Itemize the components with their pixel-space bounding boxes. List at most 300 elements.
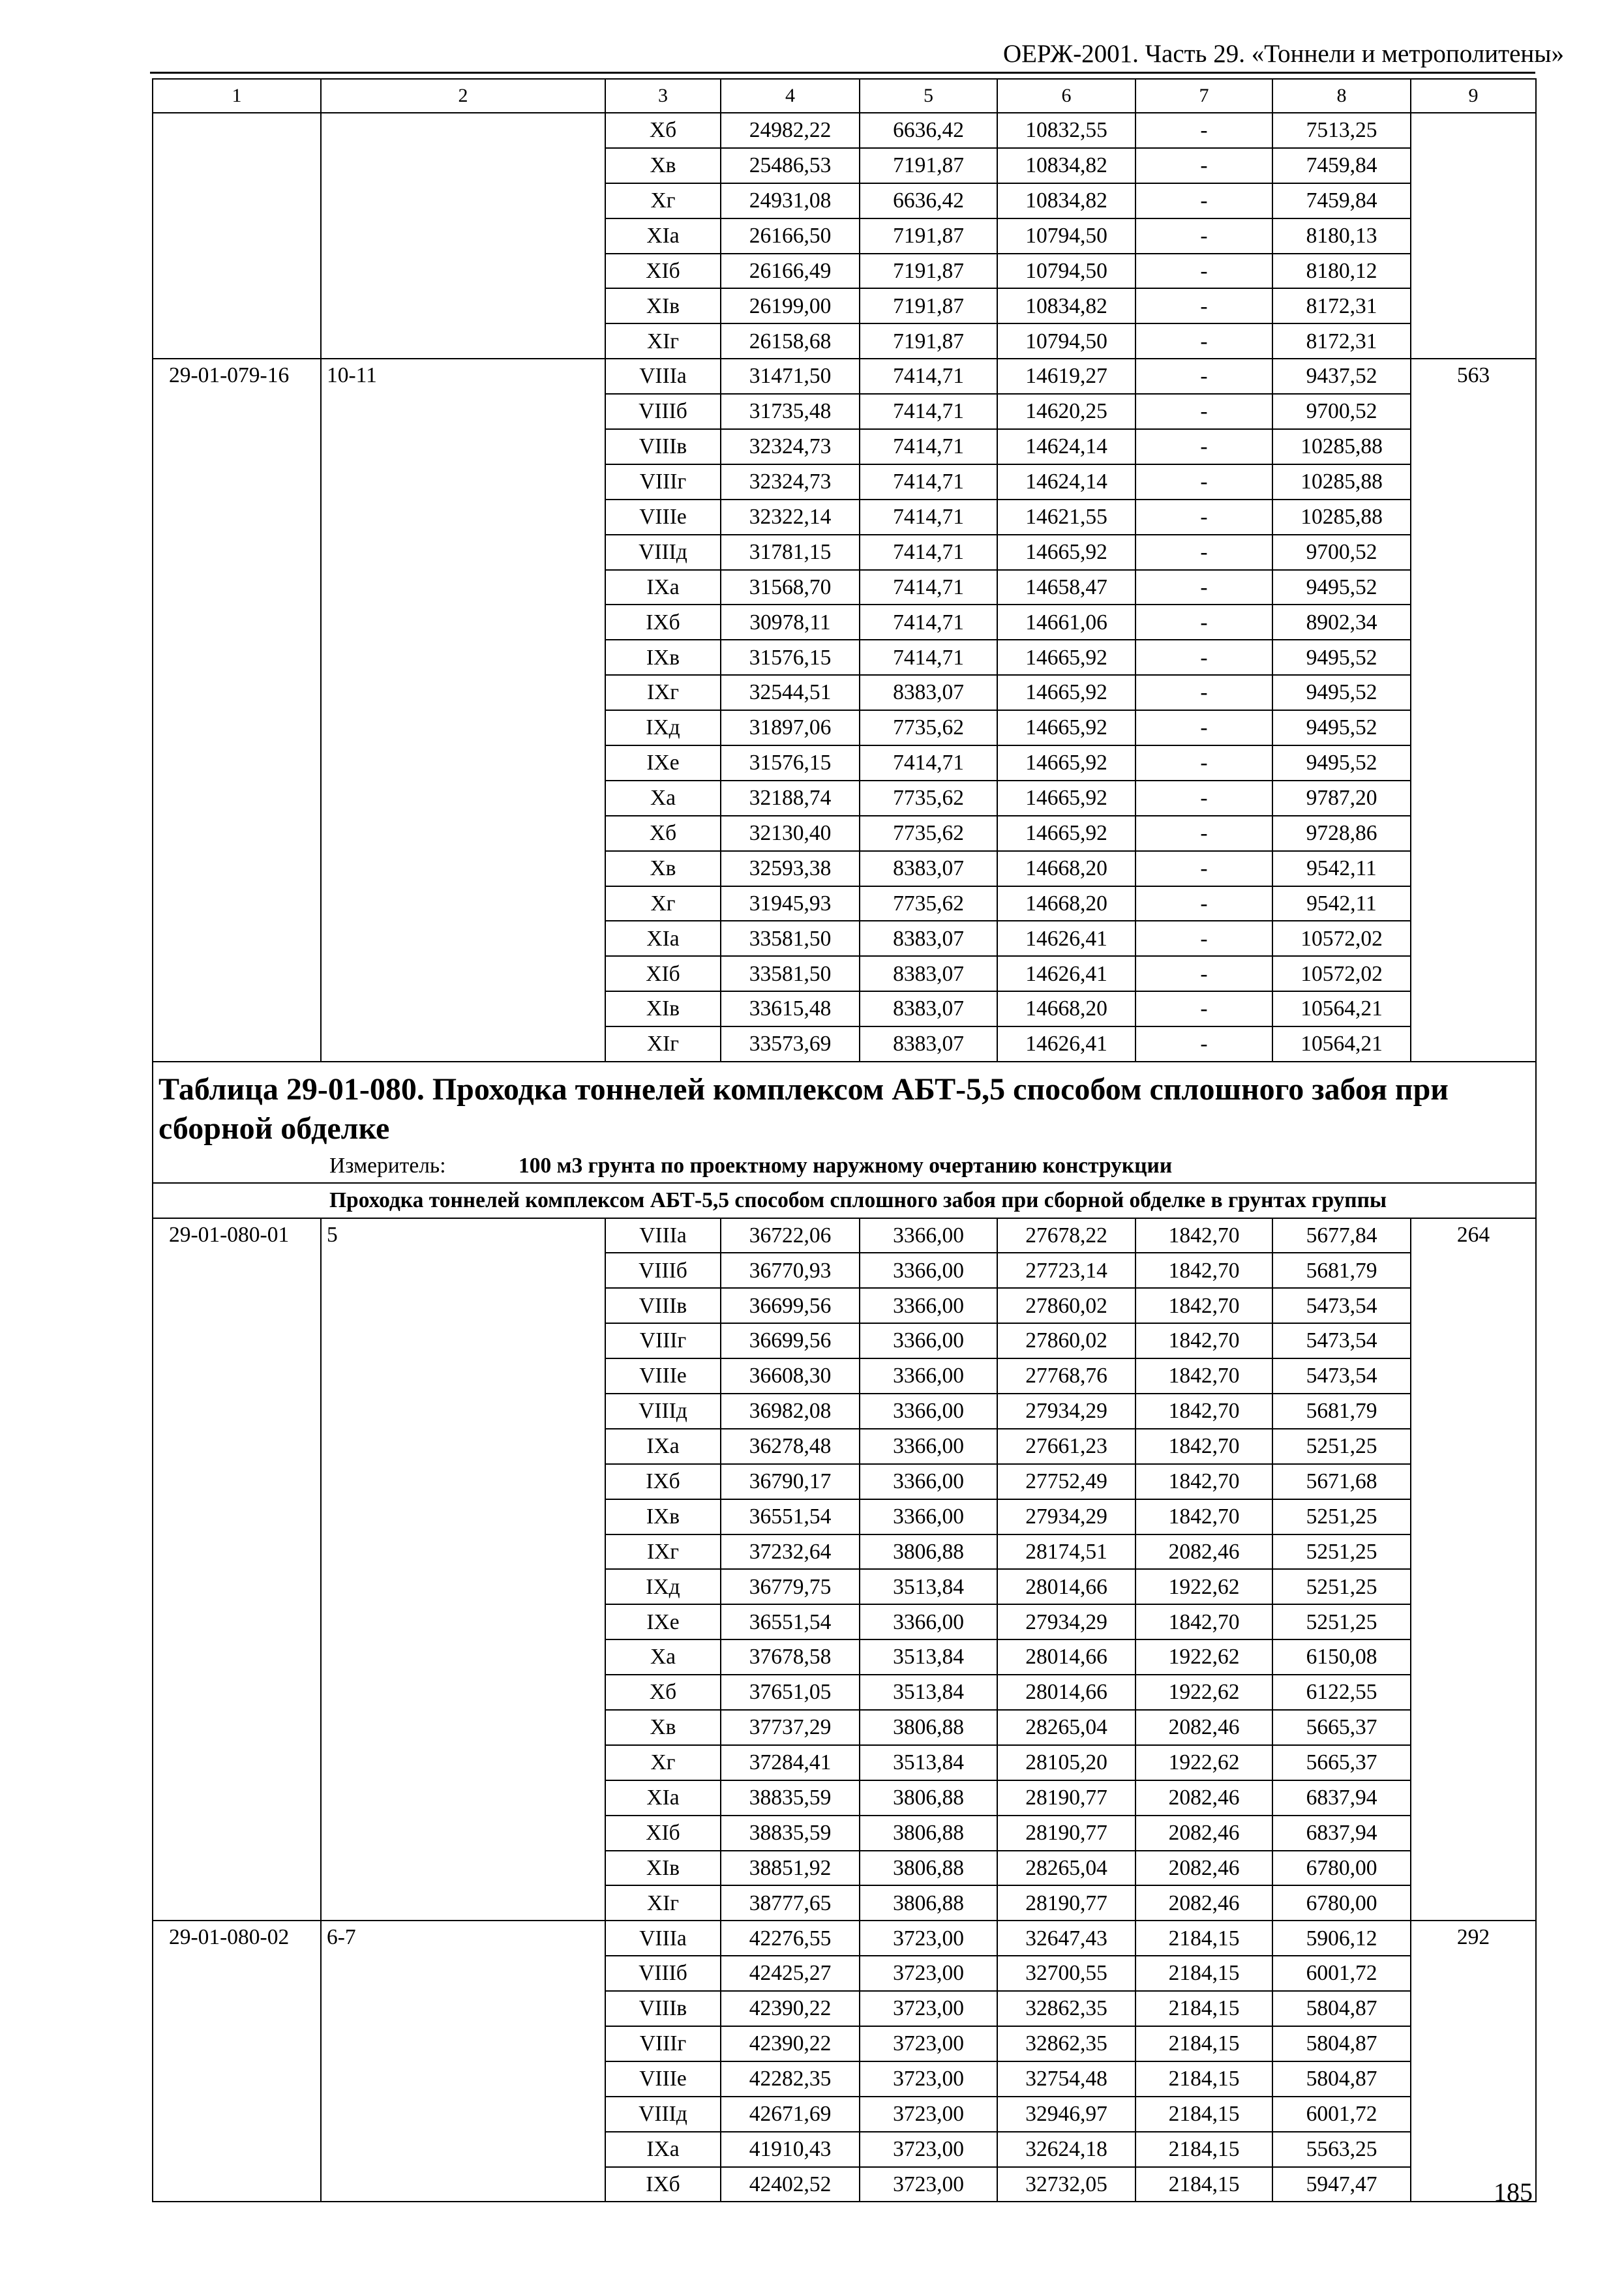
machinist-wages-cell: 2082,46 xyxy=(1135,1851,1272,1886)
total-cost-cell: 32324,73 xyxy=(721,464,860,500)
materials-cell: 7513,25 xyxy=(1272,113,1411,148)
table-body xyxy=(153,79,1536,2202)
column-number: 3 xyxy=(605,79,721,113)
soil-group-cell: XIв xyxy=(605,288,721,323)
wages-cell: 3366,00 xyxy=(860,1464,997,1499)
wages-cell: 7414,71 xyxy=(860,570,997,605)
machines-cell: 28105,20 xyxy=(997,1745,1135,1780)
machinist-wages-cell: 2082,46 xyxy=(1135,1885,1272,1921)
materials-cell: 6837,94 xyxy=(1272,1816,1411,1851)
soil-group-cell: IXa xyxy=(605,570,721,605)
total-cost-cell: 42282,35 xyxy=(721,2061,860,2097)
soil-group-cell: VIIIд xyxy=(605,2097,721,2132)
soil-group-cell: XIa xyxy=(605,1780,721,1816)
soil-group-cell: Xб xyxy=(605,1675,721,1710)
machines-cell: 14626,41 xyxy=(997,956,1135,991)
machines-cell: 32647,43 xyxy=(997,1921,1135,1956)
wages-cell: 3366,00 xyxy=(860,1218,997,1253)
materials-cell: 5906,12 xyxy=(1272,1921,1411,1956)
materials-cell: 5473,54 xyxy=(1272,1358,1411,1394)
machines-cell: 14665,92 xyxy=(997,745,1135,781)
measurement-unit xyxy=(158,1155,1531,1177)
machines-cell: 32754,48 xyxy=(997,2061,1135,2097)
total-cost-cell: 36722,06 xyxy=(721,1218,860,1253)
total-cost-cell: 36551,54 xyxy=(721,1499,860,1534)
soil-group-cell: IXб xyxy=(605,1464,721,1499)
column-number: 5 xyxy=(860,79,997,113)
total-cost-cell: 36699,56 xyxy=(721,1323,860,1358)
total-cost-cell: 31781,15 xyxy=(721,535,860,570)
machinist-wages-cell: - xyxy=(1135,816,1272,851)
materials-cell: 5804,87 xyxy=(1272,2026,1411,2061)
wages-cell: 3723,00 xyxy=(860,2097,997,2132)
column-number: 9 xyxy=(1411,79,1536,113)
table-title-row xyxy=(153,1062,1536,1183)
machines-cell: 32862,35 xyxy=(997,1991,1135,2026)
soil-group-cell: VIIIв xyxy=(605,1288,721,1323)
wages-cell: 7414,71 xyxy=(860,359,997,394)
table-row xyxy=(153,113,1536,148)
soil-group-cell: VIIIг xyxy=(605,1323,721,1358)
machinist-wages-cell: 1842,70 xyxy=(1135,1288,1272,1323)
total-cost-cell: 32188,74 xyxy=(721,781,860,816)
machinist-wages-cell: - xyxy=(1135,640,1272,675)
machinist-wages-cell: - xyxy=(1135,570,1272,605)
materials-cell: 5251,25 xyxy=(1272,1499,1411,1534)
wages-cell: 3806,88 xyxy=(860,1885,997,1921)
wages-cell: 3806,88 xyxy=(860,1534,997,1570)
wages-cell: 3723,00 xyxy=(860,1991,997,2026)
machines-cell: 14621,55 xyxy=(997,500,1135,535)
machinist-wages-cell: 2184,15 xyxy=(1135,1991,1272,2026)
materials-cell: 10572,02 xyxy=(1272,921,1411,956)
machines-cell: 27934,29 xyxy=(997,1499,1135,1534)
soil-group-cell: VIIIe xyxy=(605,2061,721,2097)
soil-group-cell: Xa xyxy=(605,781,721,816)
total-cost-cell: 31945,93 xyxy=(721,886,860,921)
wages-cell: 8383,07 xyxy=(860,991,997,1026)
total-cost-cell: 42390,22 xyxy=(721,2026,860,2061)
materials-cell: 5671,68 xyxy=(1272,1464,1411,1499)
wages-cell: 7191,87 xyxy=(860,218,997,254)
rate-code-cell: 29-01-080-01 xyxy=(153,1218,321,1921)
machinist-wages-cell: - xyxy=(1135,605,1272,640)
machines-cell: 28265,04 xyxy=(997,1710,1135,1745)
materials-cell: 6837,94 xyxy=(1272,1780,1411,1816)
soil-group-cell: IXв xyxy=(605,1499,721,1534)
machines-cell: 14665,92 xyxy=(997,781,1135,816)
wages-cell: 7414,71 xyxy=(860,429,997,464)
machinist-wages-cell: - xyxy=(1135,745,1272,781)
wages-cell: 8383,07 xyxy=(860,921,997,956)
soil-group-cell: VIIIб xyxy=(605,1956,721,1991)
soil-group-cell: IXб xyxy=(605,2167,721,2202)
machinist-wages-cell: - xyxy=(1135,991,1272,1026)
materials-cell: 6780,00 xyxy=(1272,1885,1411,1921)
soil-group-cell: Xг xyxy=(605,1745,721,1780)
wages-cell: 3806,88 xyxy=(860,1710,997,1745)
soil-category-cell: 10-11 xyxy=(321,359,605,1062)
soil-group-cell: VIIIa xyxy=(605,359,721,394)
machines-cell: 28174,51 xyxy=(997,1534,1135,1570)
materials-cell: 5251,25 xyxy=(1272,1534,1411,1570)
machines-cell: 14665,92 xyxy=(997,816,1135,851)
total-cost-cell: 31568,70 xyxy=(721,570,860,605)
machines-cell: 10834,82 xyxy=(997,183,1135,218)
soil-group-cell: IXe xyxy=(605,1604,721,1639)
machines-cell: 27860,02 xyxy=(997,1288,1135,1323)
materials-cell: 5681,79 xyxy=(1272,1253,1411,1288)
total-cost-cell: 41910,43 xyxy=(721,2132,860,2167)
wages-cell: 3513,84 xyxy=(860,1569,997,1604)
materials-cell: 5251,25 xyxy=(1272,1604,1411,1639)
machinist-wages-cell: 1842,70 xyxy=(1135,1604,1272,1639)
materials-cell: 9787,20 xyxy=(1272,781,1411,816)
materials-cell: 9700,52 xyxy=(1272,394,1411,429)
machinist-wages-cell: 1842,70 xyxy=(1135,1358,1272,1394)
wages-cell: 6636,42 xyxy=(860,183,997,218)
wages-cell: 8383,07 xyxy=(860,851,997,886)
column-number: 2 xyxy=(321,79,605,113)
machines-cell: 27723,14 xyxy=(997,1253,1135,1288)
soil-group-cell: XIб xyxy=(605,956,721,991)
machinist-wages-cell: 2082,46 xyxy=(1135,1780,1272,1816)
wages-cell: 3513,84 xyxy=(860,1675,997,1710)
labor-cell: 264 xyxy=(1411,1218,1536,1921)
total-cost-cell: 36699,56 xyxy=(721,1288,860,1323)
machinist-wages-cell: - xyxy=(1135,394,1272,429)
machinist-wages-cell: 1922,62 xyxy=(1135,1639,1272,1675)
wages-cell: 3723,00 xyxy=(860,1921,997,1956)
machines-cell: 28014,66 xyxy=(997,1569,1135,1604)
wages-cell: 3513,84 xyxy=(860,1639,997,1675)
machinist-wages-cell: 2184,15 xyxy=(1135,1921,1272,1956)
machinist-wages-cell: - xyxy=(1135,500,1272,535)
materials-cell: 8902,34 xyxy=(1272,605,1411,640)
soil-group-cell: IXг xyxy=(605,1534,721,1570)
soil-group-cell: Xв xyxy=(605,148,721,183)
total-cost-cell: 42425,27 xyxy=(721,1956,860,1991)
total-cost-cell: 42276,55 xyxy=(721,1921,860,1956)
materials-cell: 5251,25 xyxy=(1272,1429,1411,1464)
wages-cell: 3366,00 xyxy=(860,1394,997,1429)
soil-group-cell: VIIIд xyxy=(605,535,721,570)
column-number-row xyxy=(153,79,1536,113)
machines-cell: 14665,92 xyxy=(997,675,1135,710)
machinist-wages-cell: - xyxy=(1135,1026,1272,1062)
machinist-wages-cell: - xyxy=(1135,288,1272,323)
wages-cell: 3723,00 xyxy=(860,2061,997,2097)
total-cost-cell: 33581,50 xyxy=(721,921,860,956)
soil-group-cell: XIб xyxy=(605,254,721,289)
machinist-wages-cell: 2082,46 xyxy=(1135,1710,1272,1745)
wages-cell: 7735,62 xyxy=(860,781,997,816)
wages-cell: 3366,00 xyxy=(860,1429,997,1464)
total-cost-cell: 38851,92 xyxy=(721,1851,860,1886)
soil-group-cell: XIг xyxy=(605,323,721,359)
machinist-wages-cell: - xyxy=(1135,675,1272,710)
materials-cell: 5251,25 xyxy=(1272,1569,1411,1604)
total-cost-cell: 36278,48 xyxy=(721,1429,860,1464)
total-cost-cell: 32130,40 xyxy=(721,816,860,851)
materials-cell: 9495,52 xyxy=(1272,570,1411,605)
table-row xyxy=(153,1218,1536,1253)
total-cost-cell: 30978,11 xyxy=(721,605,860,640)
soil-group-cell: VIIIa xyxy=(605,1921,721,1956)
machines-cell: 27768,76 xyxy=(997,1358,1135,1394)
machines-cell: 10794,50 xyxy=(997,218,1135,254)
total-cost-cell: 37737,29 xyxy=(721,1710,860,1745)
materials-cell: 5804,87 xyxy=(1272,2061,1411,2097)
total-cost-cell: 31735,48 xyxy=(721,394,860,429)
materials-cell: 5473,54 xyxy=(1272,1288,1411,1323)
soil-group-cell: XIг xyxy=(605,1026,721,1062)
machines-cell: 14624,14 xyxy=(997,464,1135,500)
machines-cell: 14626,41 xyxy=(997,921,1135,956)
total-cost-cell: 37284,41 xyxy=(721,1745,860,1780)
soil-group-cell: Xб xyxy=(605,113,721,148)
soil-group-cell: IXд xyxy=(605,710,721,745)
machines-cell: 14626,41 xyxy=(997,1026,1135,1062)
wages-cell: 8383,07 xyxy=(860,1026,997,1062)
column-number: 8 xyxy=(1272,79,1411,113)
column-number: 6 xyxy=(997,79,1135,113)
machinist-wages-cell: - xyxy=(1135,710,1272,745)
wages-cell: 8383,07 xyxy=(860,956,997,991)
machinist-wages-cell: 2184,15 xyxy=(1135,1956,1272,1991)
wages-cell: 3806,88 xyxy=(860,1816,997,1851)
wages-cell: 3366,00 xyxy=(860,1288,997,1323)
wages-cell: 3366,00 xyxy=(860,1604,997,1639)
soil-category-cell: 6-7 xyxy=(321,1921,605,2202)
machinist-wages-cell: 1922,62 xyxy=(1135,1569,1272,1604)
materials-cell: 7459,84 xyxy=(1272,183,1411,218)
materials-cell: 5677,84 xyxy=(1272,1218,1411,1253)
soil-group-cell: Xa xyxy=(605,1639,721,1675)
soil-group-cell: VIIIг xyxy=(605,464,721,500)
soil-group-cell: VIIIг xyxy=(605,2026,721,2061)
machinist-wages-cell: - xyxy=(1135,781,1272,816)
machines-cell: 32700,55 xyxy=(997,1956,1135,1991)
soil-category-cell xyxy=(321,113,605,359)
total-cost-cell: 32324,73 xyxy=(721,429,860,464)
total-cost-cell: 36779,75 xyxy=(721,1569,860,1604)
soil-group-cell: XIб xyxy=(605,1816,721,1851)
wages-cell: 7414,71 xyxy=(860,464,997,500)
machines-cell: 27678,22 xyxy=(997,1218,1135,1253)
machinist-wages-cell: - xyxy=(1135,921,1272,956)
soil-group-cell: VIIIe xyxy=(605,1358,721,1394)
labor-cell: 563 xyxy=(1411,359,1536,1062)
total-cost-cell: 33573,69 xyxy=(721,1026,860,1062)
machines-cell: 14624,14 xyxy=(997,429,1135,464)
materials-cell: 9495,52 xyxy=(1272,745,1411,781)
machinist-wages-cell: 2082,46 xyxy=(1135,1816,1272,1851)
total-cost-cell: 25486,53 xyxy=(721,148,860,183)
machinist-wages-cell: - xyxy=(1135,851,1272,886)
machines-cell: 28190,77 xyxy=(997,1885,1135,1921)
machinist-wages-cell: - xyxy=(1135,113,1272,148)
column-number: 4 xyxy=(721,79,860,113)
total-cost-cell: 32593,38 xyxy=(721,851,860,886)
soil-group-cell: XIв xyxy=(605,1851,721,1886)
machines-cell: 10834,82 xyxy=(997,288,1135,323)
column-number: 7 xyxy=(1135,79,1272,113)
total-cost-cell: 36608,30 xyxy=(721,1358,860,1394)
machinist-wages-cell: 2184,15 xyxy=(1135,2167,1272,2202)
total-cost-cell: 36982,08 xyxy=(721,1394,860,1429)
materials-cell: 9542,11 xyxy=(1272,886,1411,921)
wages-cell: 3723,00 xyxy=(860,2132,997,2167)
materials-cell: 10564,21 xyxy=(1272,991,1411,1026)
machinist-wages-cell: - xyxy=(1135,464,1272,500)
wages-cell: 3366,00 xyxy=(860,1323,997,1358)
materials-cell: 10572,02 xyxy=(1272,956,1411,991)
machinist-wages-cell: - xyxy=(1135,359,1272,394)
measurement-value: 100 м3 грунта по проектному наружному очертанию конструкции xyxy=(519,1154,1173,1178)
machines-cell: 14668,20 xyxy=(997,851,1135,886)
machines-cell: 27661,23 xyxy=(997,1429,1135,1464)
total-cost-cell: 32322,14 xyxy=(721,500,860,535)
materials-cell: 9542,11 xyxy=(1272,851,1411,886)
machinist-wages-cell: 1842,70 xyxy=(1135,1218,1272,1253)
total-cost-cell: 36770,93 xyxy=(721,1253,860,1288)
total-cost-cell: 37651,05 xyxy=(721,1675,860,1710)
soil-group-cell: VIIIe xyxy=(605,500,721,535)
machines-cell: 28014,66 xyxy=(997,1639,1135,1675)
table-row xyxy=(153,359,1536,394)
wages-cell: 3366,00 xyxy=(860,1253,997,1288)
wages-cell: 3806,88 xyxy=(860,1780,997,1816)
total-cost-cell: 42390,22 xyxy=(721,1991,860,2026)
soil-group-cell: Xб xyxy=(605,816,721,851)
machines-cell: 14668,20 xyxy=(997,991,1135,1026)
machines-cell: 32624,18 xyxy=(997,2132,1135,2167)
machines-cell: 14658,47 xyxy=(997,570,1135,605)
wages-cell: 7191,87 xyxy=(860,288,997,323)
measurement-label: Измеритель: xyxy=(329,1154,446,1178)
soil-group-cell: VIIIб xyxy=(605,1253,721,1288)
machinist-wages-cell: - xyxy=(1135,429,1272,464)
machinist-wages-cell: - xyxy=(1135,956,1272,991)
machinist-wages-cell: 2184,15 xyxy=(1135,2026,1272,2061)
total-cost-cell: 37678,58 xyxy=(721,1639,860,1675)
machinist-wages-cell: 2184,15 xyxy=(1135,2061,1272,2097)
soil-group-cell: IXa xyxy=(605,1429,721,1464)
soil-group-cell: VIIIв xyxy=(605,429,721,464)
subheading-row xyxy=(153,1183,1536,1218)
soil-group-cell: XIв xyxy=(605,991,721,1026)
machines-cell: 14665,92 xyxy=(997,640,1135,675)
wages-cell: 7414,71 xyxy=(860,500,997,535)
materials-cell: 6001,72 xyxy=(1272,1956,1411,1991)
machines-cell: 27752,49 xyxy=(997,1464,1135,1499)
materials-cell: 6780,00 xyxy=(1272,1851,1411,1886)
total-cost-cell: 31471,50 xyxy=(721,359,860,394)
wages-cell: 7191,87 xyxy=(860,148,997,183)
table-subheading: Проходка тоннелей комплексом АБТ-5,5 способом сплошного забоя при сборной обделке в грунтах группы xyxy=(153,1183,1536,1218)
machinist-wages-cell: 1842,70 xyxy=(1135,1464,1272,1499)
materials-cell: 7459,84 xyxy=(1272,148,1411,183)
machines-cell: 14665,92 xyxy=(997,535,1135,570)
total-cost-cell: 42402,52 xyxy=(721,2167,860,2202)
wages-cell: 7735,62 xyxy=(860,816,997,851)
wages-cell: 7414,71 xyxy=(860,535,997,570)
machines-cell: 28190,77 xyxy=(997,1780,1135,1816)
soil-category-cell: 5 xyxy=(321,1218,605,1921)
wages-cell: 7735,62 xyxy=(860,710,997,745)
table-title: Таблица 29-01-080. Проходка тоннелей комплексом АБТ-5,5 способом сплошного забоя при сборной обделке xyxy=(158,1072,1449,1146)
materials-cell: 9495,52 xyxy=(1272,710,1411,745)
soil-group-cell: Xг xyxy=(605,183,721,218)
total-cost-cell: 37232,64 xyxy=(721,1534,860,1570)
total-cost-cell: 26199,00 xyxy=(721,288,860,323)
total-cost-cell: 38835,59 xyxy=(721,1780,860,1816)
machines-cell: 27934,29 xyxy=(997,1604,1135,1639)
materials-cell: 9495,52 xyxy=(1272,675,1411,710)
materials-cell: 9437,52 xyxy=(1272,359,1411,394)
wages-cell: 7735,62 xyxy=(860,886,997,921)
machinist-wages-cell: 1922,62 xyxy=(1135,1745,1272,1780)
materials-cell: 10564,21 xyxy=(1272,1026,1411,1062)
machinist-wages-cell: - xyxy=(1135,183,1272,218)
wages-cell: 7414,71 xyxy=(860,605,997,640)
rate-code-cell: 29-01-080-02 xyxy=(153,1921,321,2202)
machinist-wages-cell: - xyxy=(1135,218,1272,254)
machinist-wages-cell: 1842,70 xyxy=(1135,1253,1272,1288)
machines-cell: 32732,05 xyxy=(997,2167,1135,2202)
table-title-cell xyxy=(153,1062,1536,1183)
wages-cell: 3723,00 xyxy=(860,2026,997,2061)
materials-cell: 5665,37 xyxy=(1272,1710,1411,1745)
materials-cell: 10285,88 xyxy=(1272,429,1411,464)
machinist-wages-cell: - xyxy=(1135,148,1272,183)
machines-cell: 14665,92 xyxy=(997,710,1135,745)
materials-cell: 8180,12 xyxy=(1272,254,1411,289)
materials-cell: 5804,87 xyxy=(1272,1991,1411,2026)
total-cost-cell: 42671,69 xyxy=(721,2097,860,2132)
machines-cell: 32946,97 xyxy=(997,2097,1135,2132)
rate-code-cell: 29-01-079-16 xyxy=(153,359,321,1062)
materials-cell: 10285,88 xyxy=(1272,464,1411,500)
soil-group-cell: VIIIв xyxy=(605,1991,721,2026)
machines-cell: 14620,25 xyxy=(997,394,1135,429)
soil-group-cell: VIIIд xyxy=(605,1394,721,1429)
wages-cell: 7414,71 xyxy=(860,394,997,429)
total-cost-cell: 26166,50 xyxy=(721,218,860,254)
machines-cell: 14661,06 xyxy=(997,605,1135,640)
soil-group-cell: XIг xyxy=(605,1885,721,1921)
soil-group-cell: XIa xyxy=(605,921,721,956)
soil-group-cell: Xв xyxy=(605,851,721,886)
machinist-wages-cell: 1842,70 xyxy=(1135,1499,1272,1534)
soil-group-cell: IXa xyxy=(605,2132,721,2167)
labor-cell: 292 xyxy=(1411,1921,1536,2202)
materials-cell: 6150,08 xyxy=(1272,1639,1411,1675)
machines-cell: 10832,55 xyxy=(997,113,1135,148)
materials-cell: 5947,47 xyxy=(1272,2167,1411,2202)
running-header: ОЕРЖ-2001. Часть 29. «Тоннели и метрополитены» xyxy=(1002,40,1564,68)
materials-cell: 5473,54 xyxy=(1272,1323,1411,1358)
machinist-wages-cell: - xyxy=(1135,535,1272,570)
wages-cell: 7414,71 xyxy=(860,745,997,781)
machines-cell: 28190,77 xyxy=(997,1816,1135,1851)
machines-cell: 28265,04 xyxy=(997,1851,1135,1886)
total-cost-cell: 32544,51 xyxy=(721,675,860,710)
wages-cell: 3723,00 xyxy=(860,2167,997,2202)
materials-cell: 5563,25 xyxy=(1272,2132,1411,2167)
total-cost-cell: 36551,54 xyxy=(721,1604,860,1639)
